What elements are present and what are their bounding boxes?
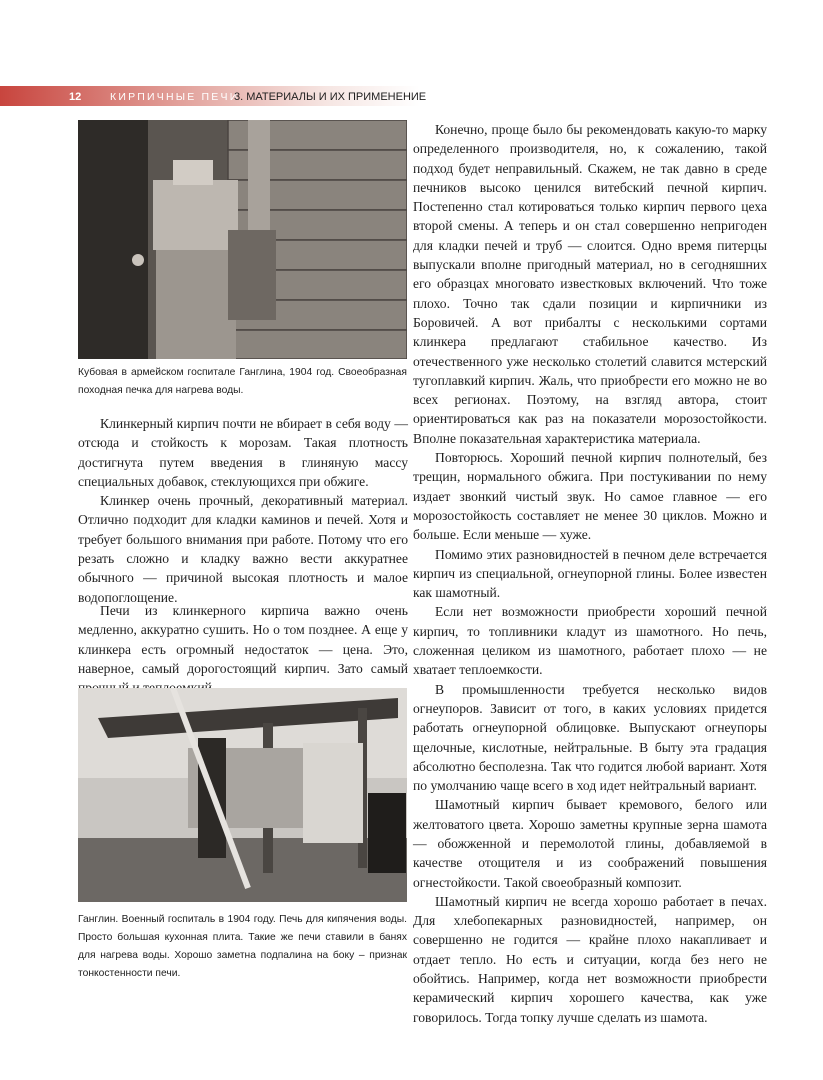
page-number: 12 — [69, 91, 82, 103]
paragraph: В промышленности требуется несколько видов огнеупоров. Зависит от того, в каких условиях придется работать огнеупорной облицовке. Выпускают огнеупоры щелочные, кислотные, нейтральные. В быту эта градация абсолютно бесполезна. Так что годится любой вариант. Хотя по умолчанию чаще всего в ход идет нейтральный вариант. — [413, 681, 767, 794]
book-title: КИРПИЧНЫЕ ПЕЧИ — [110, 91, 240, 103]
left-column-text-end — [78, 601, 408, 697]
paragraph: Помимо этих разновидностей в печном деле встречается кирпич из специальной, огнеупорной глины. Более известен как шамотный. — [413, 546, 767, 601]
paragraph: Шамотный кирпич не всегда хорошо работает в печах. Для хлебопекарных разновидностей, например, он совершенно не годится — крайне плохо накапливает и отдает тепло. Но есть и ситуации, когда без него не обойтись. Например, когда нет возможности приобрести керамический кирпич хорошего качества, как уже говорилось. Тогда топку лучше сделать из шамота. — [413, 893, 767, 1025]
paragraph: Клинкер очень прочный, декоративный материал. Отлично подходит для кладки каминов и печей. Хотя и требует большого внимания при работе. Потому что его резать сложно и кладку важно вести аккуратнее обычного — причиной высокая плотность и малое водопоглощение. — [78, 493, 408, 605]
paragraph: Повторюсь. Хороший печной кирпич полнотелый, без трещин, нормального обжига. При постукивании по нему издает звонкий чистый звук. Но самое главное — его морозостойкость составляет не менее 30 циклов. Можно и больше. Если меньше — хуже. — [413, 450, 767, 543]
chapter-title: 3. МАТЕРИАЛЫ И ИХ ПРИМЕНЕНИЕ — [234, 91, 427, 103]
paragraph: Шамотный кирпич бывает кремового, белого или желтоватого цвета. Хорошо заметны крупные зерна шамота — обожженной и перемолотой глины, добавляемой в качестве отощителя и из соображений повышения огнестойкости. Такой своеобразный композит. — [413, 797, 767, 890]
paragraph: Если нет возможности приобрести хороший печной кирпич, то топливники кладут из шамотного. Но печь, сложенная целиком из шамотного, работает плохо — не хватает теплоемкости. — [413, 604, 767, 678]
paragraph: Клинкерный кирпич почти не вбирает в себя воду — отсюда и стойкость к морозам. Такая плотность достигнута путем введения в глиняную массу специальных добавок, стеклующихся при обжиге. — [78, 416, 408, 489]
photo-field-stove — [78, 688, 407, 902]
photo-boiler-room — [78, 120, 407, 359]
paragraph: Печи из клинкерного кирпича важно очень медленно, аккуратно сушить. Но о том позднее. А еще у клинкера есть огромный недостаток — цена. Это, наверное, самый дорогостоящий кирпич. Зато самый — [78, 603, 408, 676]
right-column-text — [413, 120, 767, 1027]
paragraph: Конечно, проще было бы рекомендовать какую-то марку определенного производителя, но, к сожалению, такой подход будет неправильный. Скажем, не так давно в среде печников высоко ценился витебский печной кирпич. Постепенно стал котироваться только кирпич первого цеха второй смены. А теперь и он стал совершенно непригоден для кладки печей и труб — слоится. Одно время питерцы выпускали вполне пригодный материал, но в сегодняшних его образцах многовато известковых включений. Что тоже плохо. Точно так сдали позиции и кирпичники из Боровичей. А вот прибалты с несколькими сортами клинкера предлагают стабильное качество. Из отечественного уже несколько столетий славится мстерский тугоплавкий кирпич. Жаль, что приобрести его можно не во всех регионах. Поэтому, на взгляд автора, стоит ориентироваться как раз на показатели морозостойкости. Вполне показательная характеристика материала. — [413, 122, 767, 446]
left-column-text — [78, 414, 408, 607]
photo-caption-1: Кубовая в армейском госпитале Ганглина, 1904 год. Своеобразная походная печка для нагрева воды. — [78, 367, 407, 396]
photo-caption-2: Ганглин. Военный госпиталь в 1904 году. Печь для кипячения воды. Просто большая кухонная плита. Такие же печи ставили в банях для нагрева воды. Хорошо заметна подпалина на боку – признак тонкостенности печи. — [78, 914, 407, 979]
